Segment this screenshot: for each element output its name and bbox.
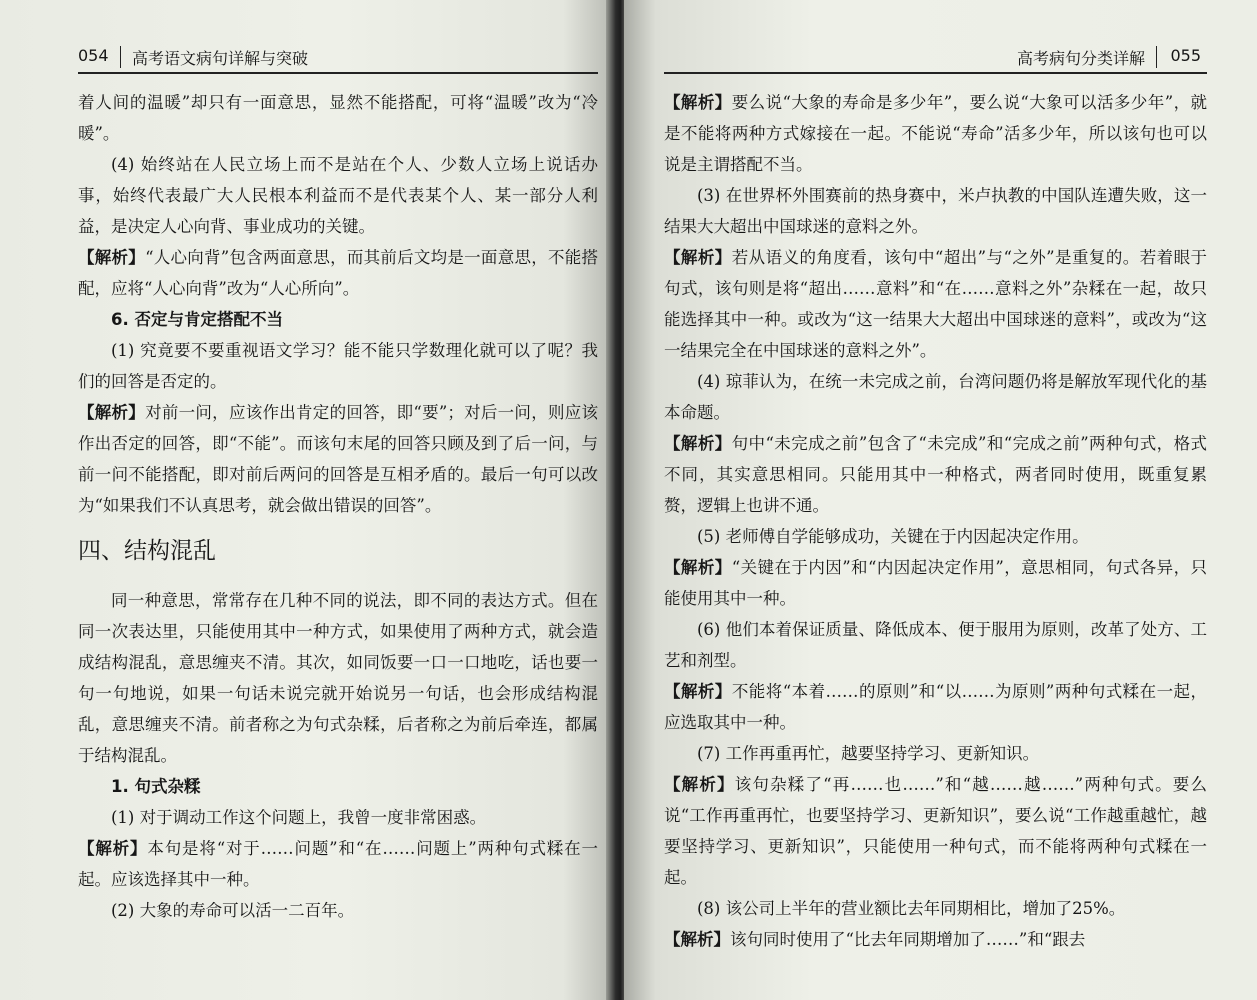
analysis-text: 若从语义的角度看，该句中“超出”与“之外”是重复的。若着眼于句式，该句则是将“超出……意料”和“在……意料之外”杂糅在一起，故只能选择其中一种。或改为“这一结果大大超出中国球迷的意料”，或改为“这一结果完全在中国球迷的意料之外”。 xyxy=(664,248,1207,360)
example-sentence: (4) 琼菲认为，在统一未完成之前，台湾问题仍将是解放军现代化的基本命题。 xyxy=(664,372,1207,422)
section-heading: 四、结构混乱 xyxy=(78,538,216,564)
continued-paragraph: 着人间的温暖”却只有一面意思，显然不能搭配，可将“温暖”改为“冷暖”。 xyxy=(78,93,598,143)
analysis-label: 【解析】 xyxy=(664,682,732,701)
book-title: 高考语文病句详解与突破 xyxy=(132,49,309,68)
example-sentence: (2) 大象的寿命可以活一二百年。 xyxy=(111,901,355,920)
analysis-label: 【解析】 xyxy=(78,839,148,858)
example-sentence: (4) 始终站在人民立场上而不是站在个人、少数人立场上说话办事，始终代表最广大人民根本利益而不是代表某个人、某一部分人利益，是决定人心向背、事业成功的关键。 xyxy=(78,155,598,236)
page-number: 054 xyxy=(78,46,109,65)
example-sentence: (1) 对于调动工作这个问题上，我曾一度非常困惑。 xyxy=(111,808,487,827)
analysis-label: 【解析】 xyxy=(664,248,732,267)
example-sentence: (5) 老师傅自学能够成功，关键在于内因起决定作用。 xyxy=(697,527,1089,546)
analysis-text: “关键在于内因”和“内因起决定作用”，意思相同，句式各异，只能使用其中一种。 xyxy=(664,558,1207,608)
body-paragraph: 同一种意思，常常存在几种不同的说法，即不同的表达方式。但在同一次表达里，只能使用其中一种方式，如果使用了两种方式，就会造成结构混乱，意思缠夹不清。其次，如同饭要一口一口地吃，话也要一句一句地说，如果一句话未说完就开始说另一句话，也会形成结构混乱，意思缠夹不清。前者称之为句式杂糅，后者称之为前后牵连，都属于结构混乱。 xyxy=(78,591,598,765)
analysis-text: 本句是将“对于……问题”和“在……问题上”两种句式糅在一起。应该选择其中一种。 xyxy=(78,839,599,889)
analysis-label: 【解析】 xyxy=(78,248,146,267)
right-page xyxy=(624,0,1257,1000)
analysis-label: 【解析】 xyxy=(664,93,732,112)
analysis-text: 该句同时使用了“比去年同期增加了……”和“跟去 xyxy=(730,930,1086,949)
analysis-paragraph xyxy=(664,676,1207,738)
analysis-label: 【解析】 xyxy=(664,775,735,794)
analysis-text: 句中“未完成之前”包含了“未完成”和“完成之前”两种句式，格式不同，其实意思相同。只能用其中一种格式，两者同时使用，既重复累赘，逻辑上也讲不通。 xyxy=(664,434,1207,515)
running-head xyxy=(78,38,598,74)
example-sentence: (8) 该公司上半年的营业额比去年同期相比，增加了25%。 xyxy=(697,899,1126,918)
header-divider xyxy=(120,46,121,68)
analysis-label: 【解析】 xyxy=(664,558,732,577)
page-body xyxy=(78,87,598,926)
book-title: 高考病句分类详解 xyxy=(1016,49,1145,68)
analysis-text: 对前一问，应该作出肯定的回答，即“要”；对后一问，则应该作出否定的回答，即“不能”。而该句末尾的回答只顾及到了后一问，与前一问不能搭配，即对前后两问的回答是互相矛盾的。最后一句可以改为“如果我们不认真思考，就会做出错误的回答”。 xyxy=(78,403,599,515)
left-page xyxy=(0,0,612,1000)
analysis-text: 该句杂糅了“再……也……”和“越……越……”两种句式。要么说“工作再重再忙，也要坚持学习、更新知识”，要么说“工作越重越忙，越要坚持学习、更新知识”，只能使用一种句式，而不能将两种句式糅在一起。 xyxy=(664,775,1207,887)
analysis-text: 要么说“大象的寿命是多少年”，要么说“大象可以活多少年”，就是不能将两种方式嫁接在一起。不能说“寿命”活多少年，所以该句也可以说是主谓搭配不当。 xyxy=(664,93,1207,174)
example-sentence: (6) 他们本着保证质量、降低成本、便于服用为原则，改革了处方、工艺和剂型。 xyxy=(664,620,1207,670)
analysis-paragraph xyxy=(78,242,598,304)
analysis-label: 【解析】 xyxy=(664,930,730,949)
analysis-paragraph xyxy=(664,552,1207,614)
analysis-paragraph xyxy=(664,242,1207,366)
example-sentence: (1) 究竟要不要重视语文学习？能不能只学数理化就可以了呢？我们的回答是否定的。 xyxy=(78,341,598,391)
page-body xyxy=(664,87,1207,955)
analysis-paragraph xyxy=(664,924,1207,955)
analysis-label: 【解析】 xyxy=(78,403,146,422)
analysis-paragraph xyxy=(664,428,1207,521)
analysis-text: 不能将“本着……的原则”和“以……为原则”两种句式糅在一起，应选取其中一种。 xyxy=(664,682,1207,732)
analysis-label: 【解析】 xyxy=(664,434,732,453)
running-head xyxy=(664,38,1207,74)
page-number: 055 xyxy=(1170,46,1201,65)
analysis-paragraph xyxy=(664,769,1207,893)
analysis-paragraph xyxy=(78,397,598,521)
analysis-paragraph xyxy=(664,87,1207,180)
subsection-heading: 1. 句式杂糅 xyxy=(111,777,201,796)
header-divider xyxy=(1156,46,1157,68)
subsection-heading: 6. 否定与肯定搭配不当 xyxy=(111,310,283,329)
analysis-text: “人心向背”包含两面意思，而其前后文均是一面意思，不能搭配，应将“人心向背”改为“人心所向”。 xyxy=(78,248,599,298)
analysis-paragraph xyxy=(78,833,598,895)
example-sentence: (7) 工作再重再忙，越要坚持学习、更新知识。 xyxy=(697,744,1040,763)
example-sentence: (3) 在世界杯外围赛前的热身赛中，米卢执教的中国队连遭失败，这一结果大大超出中国球迷的意料之外。 xyxy=(664,186,1207,236)
